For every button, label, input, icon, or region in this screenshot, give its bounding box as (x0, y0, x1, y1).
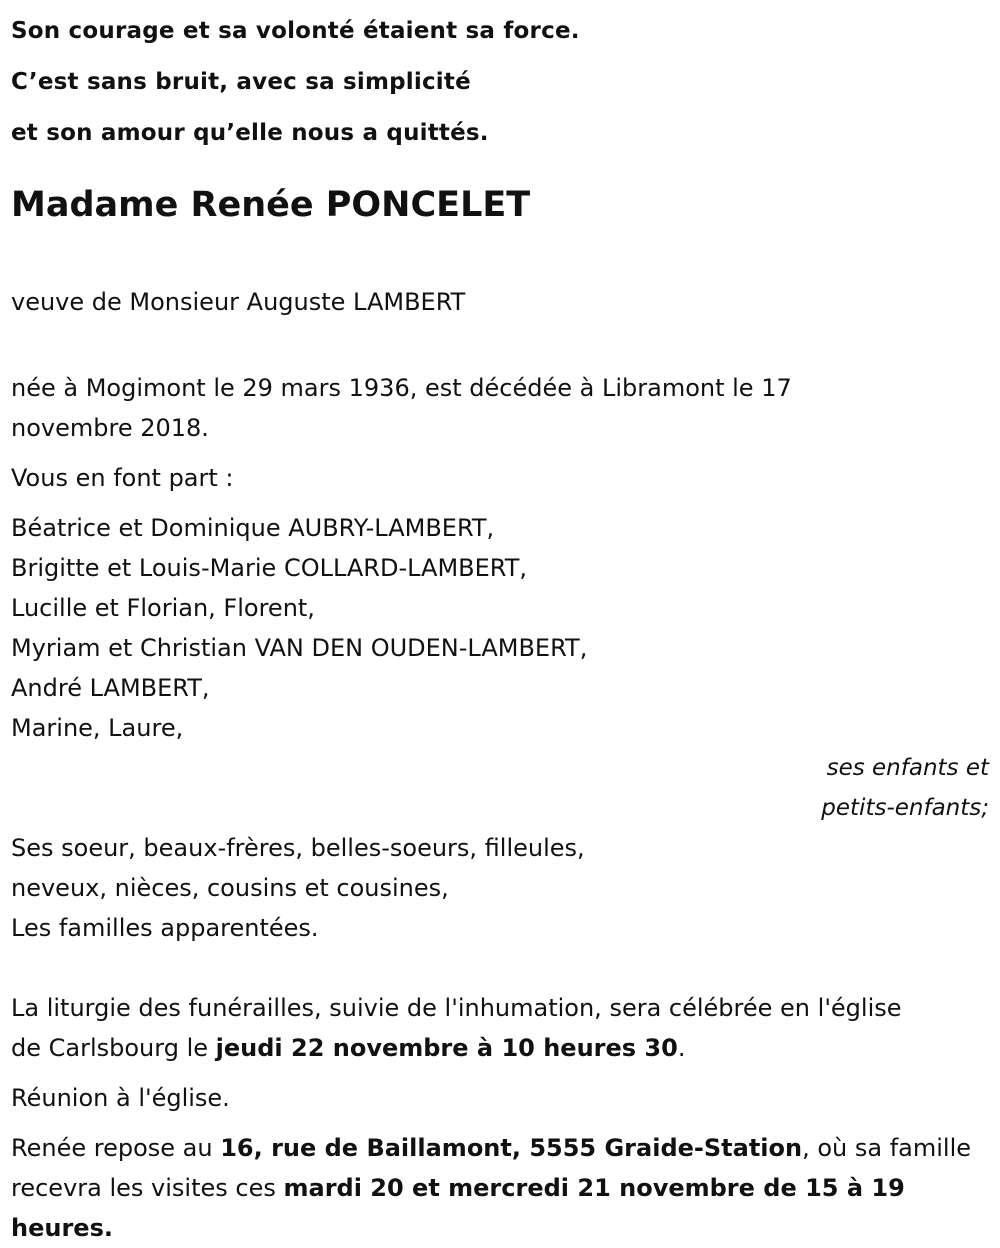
visitation-prefix: Renée repose au (11, 1134, 221, 1162)
birth-death-line: née à Mogimont le 29 mars 1936, est décédée à Libramont le 17 (11, 374, 792, 402)
birth-death-info (11, 368, 989, 448)
family-member: Béatrice et Dominique AUBRY-LAMBERT, (11, 514, 495, 542)
visitation-address: 16, rue de Baillamont, 5555 Graide-Station (220, 1134, 803, 1162)
announcement: Vous en font part : (11, 464, 234, 492)
meeting-note: Réunion à l'église. (11, 1084, 230, 1112)
visitation-info (11, 1128, 989, 1248)
visitation-middle: , où sa famille recevra les visites ces (11, 1134, 972, 1202)
epigraph-line: C’est sans bruit, avec sa simplicité (11, 69, 471, 95)
visitation-dates: mardi 20 et mercredi 21 novembre de 15 à 19 heures. (11, 1174, 905, 1242)
epigraph (11, 0, 989, 159)
family-member: Marine, Laure, (11, 714, 184, 742)
deceased-name: Madame Renée PONCELET (11, 185, 531, 225)
other-relatives (11, 828, 989, 948)
family-member: Lucille et Florian, Florent, (11, 594, 315, 622)
family-member: Brigitte et Louis-Marie COLLARD-LAMBERT, (11, 554, 528, 582)
family-role-label (11, 748, 989, 828)
relatives-line: Ses soeur, beaux-frères, belles-soeurs, filleules, (11, 834, 585, 862)
ceremony-info (11, 988, 989, 1068)
epigraph-line: Son courage et sa volonté étaient sa force. (11, 18, 580, 44)
ceremony-line (11, 1028, 989, 1068)
family-role-line: petits-enfants; (821, 795, 989, 821)
relatives-line: neveux, nièces, cousins et cousines, (11, 874, 449, 902)
family-role-line: ses enfants et (826, 755, 989, 781)
ceremony-prefix: de Carlsbourg le (11, 1034, 216, 1062)
family-member: André LAMBERT, (11, 674, 210, 702)
epigraph-line: et son amour qu’elle nous a quittés. (11, 120, 489, 146)
family-list (11, 508, 989, 748)
relatives-line: Les familles apparentées. (11, 914, 319, 942)
ceremony-date: jeudi 22 novembre à 10 heures 30 (215, 1034, 678, 1062)
family-member: Myriam et Christian VAN DEN OUDEN-LAMBERT, (11, 634, 588, 662)
widow-line: veuve de Monsieur Auguste LAMBERT (11, 288, 466, 316)
ceremony-suffix: . (677, 1034, 686, 1062)
ceremony-line: La liturgie des funérailles, suivie de l'inhumation, sera célébrée en l'église (11, 994, 902, 1022)
birth-death-line: novembre 2018. (11, 414, 209, 442)
